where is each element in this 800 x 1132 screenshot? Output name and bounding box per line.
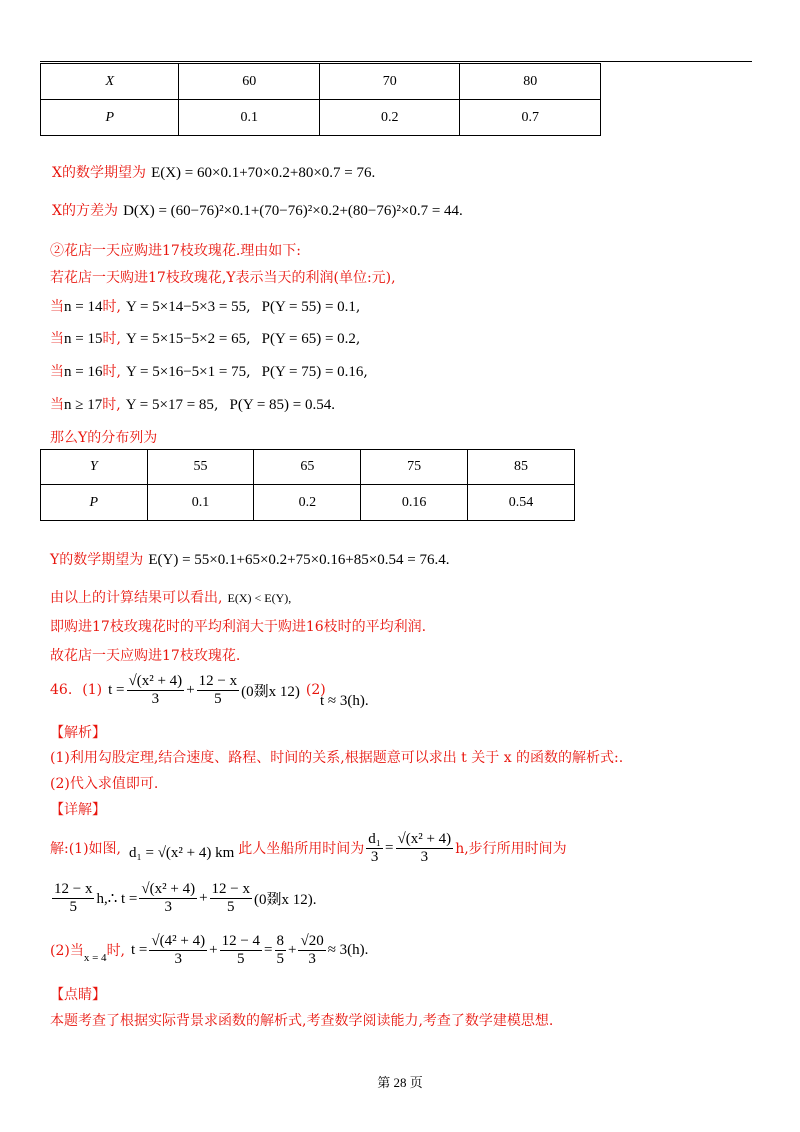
eight-fifths (275, 933, 287, 968)
distance-formula: d₁ = √(x² + 4) km (129, 844, 235, 861)
case-mid: 时, (102, 299, 121, 315)
numerator: √(x² + 4) (128, 672, 183, 689)
t-eq: t = (108, 681, 125, 698)
table-cell: Y (41, 450, 148, 485)
walk-time-fraction (52, 881, 94, 916)
case-condition: n ≥ 17 (64, 397, 103, 413)
sep: , (355, 331, 361, 347)
case-mid: 时, (102, 397, 121, 413)
part-label: (2) (305, 682, 326, 698)
distribution-heading: 那么Y的分布列为 (50, 430, 158, 446)
case-probability: P(Y = 75) = 0.16 (261, 364, 364, 380)
plus: + (288, 941, 297, 958)
case-line (50, 296, 360, 316)
numerator: 12 − x (198, 672, 238, 689)
distribution-table-y (40, 449, 575, 521)
case-line (50, 361, 368, 381)
profit-line: 即购进17枝玫瑰花时的平均利润大于购进16枝时的平均利润. (50, 619, 427, 635)
plus: + (199, 889, 208, 906)
sep: , (363, 364, 368, 380)
table-cell: 70 (319, 64, 460, 100)
distribution-table-x (40, 63, 601, 136)
table-cell: 0.1 (147, 485, 254, 521)
sep: , (246, 331, 251, 347)
table-cell: 0.16 (361, 485, 468, 521)
analysis-tag: 【解析】 (50, 725, 106, 741)
comment-tag: 【点睛】 (50, 987, 106, 1003)
table-cell: 75 (361, 450, 468, 485)
table-cell: P (41, 100, 179, 136)
case-profit: Y = 5×14−5×3 = 55 (126, 299, 247, 315)
ey-label: Y的数学期望为 (50, 552, 144, 568)
equals: = (385, 839, 394, 856)
table-cell: 0.2 (254, 485, 361, 521)
denominator: 5 (276, 950, 284, 967)
table-cell: 85 (468, 450, 575, 485)
q46-answer (50, 670, 326, 710)
table-cell: X (41, 64, 179, 100)
compare-text: 由以上的计算结果可以看出, (50, 590, 223, 606)
numerator: 12 − x (54, 880, 93, 897)
denominator: 3 (370, 848, 379, 865)
detail-text: (2)当 (50, 943, 84, 959)
top-rule (40, 61, 752, 62)
table-cell: 0.7 (460, 100, 601, 136)
detail-text: 此人坐船所用时间为 (238, 841, 365, 857)
domain: (0剟x 12) (241, 683, 300, 700)
detail-line-1 (50, 826, 567, 870)
detail-line-2 (50, 877, 317, 919)
case-mid: 时, (102, 331, 121, 347)
linear-fraction (210, 881, 252, 916)
denominator: 3 (151, 690, 160, 707)
numerator: √(x² + 4) (141, 880, 196, 897)
case-probability: P(Y = 65) = 0.2 (261, 331, 356, 347)
t-eq: t = (131, 941, 148, 958)
case-profit: Y = 5×15−5×2 = 65 (126, 331, 247, 347)
conclusion-line: 故花店一天应购进17枝玫瑰花. (50, 648, 241, 664)
domain: (0剟x 12). (254, 891, 317, 908)
dx-line (52, 200, 463, 220)
compare-formula: E(X) < E(Y), (227, 591, 292, 605)
sqrt-fraction (127, 673, 185, 708)
table-cell: 55 (147, 450, 254, 485)
denominator: 3 (174, 950, 182, 967)
linear-fraction (220, 933, 262, 968)
table-cell: 60 (179, 64, 320, 100)
denominator: 5 (237, 950, 245, 967)
plus: + (186, 681, 195, 698)
case-probability: P(Y = 85) = 0.54. (229, 397, 336, 413)
numerator: √20 (300, 932, 324, 949)
page-number: 第 28 页 (377, 1075, 423, 1090)
numerator: √(4² + 4) (151, 932, 206, 949)
analysis-2: (2)代入求值即可. (50, 776, 159, 792)
sqrt-fraction (149, 933, 207, 968)
table-cell: 0.1 (179, 100, 320, 136)
case-condition: n = 14 (64, 299, 103, 315)
answer-2: t ≈ 3(h). (320, 693, 369, 709)
comment-text: 本题考查了根据实际背景求函数的解析式,考查数学阅读能力,考查了数学建模思想. (50, 1013, 554, 1029)
sep: , (213, 397, 219, 413)
dx-label: X的方差为 (52, 203, 118, 219)
compare-line (50, 587, 291, 607)
table-cell: 0.2 (319, 100, 460, 136)
denominator: 3 (308, 950, 316, 967)
boat-time-sqrt (396, 831, 454, 866)
assumption-line: 若花店一天购进17枝玫瑰花,Y表示当天的利润(单位:元), (50, 270, 396, 286)
analysis-1: (1)利用勾股定理,结合速度、路程、时间的关系,根据题意可以求出 t 关于 x 的函数的解析式:. (50, 750, 624, 766)
case-line (50, 394, 335, 414)
numerator: d₁ (368, 830, 382, 847)
sep: , (355, 299, 361, 315)
numerator: 12 − 4 (221, 932, 261, 949)
boat-time-fraction (366, 831, 383, 866)
ex-line (52, 162, 375, 182)
table-cell: P (41, 485, 148, 521)
sqrt-fraction (139, 881, 197, 916)
sqrt20-fraction (298, 933, 325, 968)
detail-line-3 (50, 928, 368, 972)
numerator: 8 (276, 932, 284, 949)
reason-heading: ②花店一天应购进17枝玫瑰花.理由如下: (50, 243, 301, 259)
result: ≈ 3(h). (327, 941, 369, 958)
case-mid: 时, (102, 364, 121, 380)
case-prefix: 当 (50, 331, 64, 347)
part-label: (1) (82, 682, 103, 698)
denominator: 5 (69, 898, 77, 915)
plus: + (209, 941, 218, 958)
ey-line (50, 549, 449, 569)
table-cell: 0.54 (468, 485, 575, 521)
case-prefix: 当 (50, 364, 64, 380)
case-prefix: 当 (50, 299, 64, 315)
denominator: 3 (420, 848, 429, 865)
case-profit: Y = 5×16−5×1 = 75 (126, 364, 247, 380)
t-definition: h,∴ t = (96, 890, 138, 907)
detail-text: 时, (106, 943, 126, 959)
detail-text: 解:(1)如图, (50, 841, 121, 857)
question-number: 46. (50, 682, 73, 698)
denominator: 5 (214, 690, 222, 707)
numerator: 12 − x (211, 880, 251, 897)
sep: , (246, 364, 251, 380)
sep: , (246, 299, 251, 315)
ex-formula: E(X) = 60×0.1+70×0.2+80×0.7 = 76. (151, 165, 376, 181)
dx-formula: D(X) = (60−76)²×0.1+(70−76)²×0.2+(80−76)²×0.7 = 44. (123, 203, 463, 219)
denominator: 3 (164, 898, 172, 915)
detail-text: h,步行所用时间为 (455, 841, 567, 857)
case-prefix: 当 (50, 397, 64, 413)
equals: = (264, 941, 273, 958)
table-cell: 80 (460, 64, 601, 100)
ey-formula: E(Y) = 55×0.1+65×0.2+75×0.16+85×0.54 = 76.4. (148, 552, 450, 568)
case-probability: P(Y = 55) = 0.1 (261, 299, 356, 315)
linear-fraction (197, 673, 239, 708)
numerator: √(x² + 4) (397, 830, 452, 847)
case-line (50, 328, 360, 348)
condition: x = 4 (83, 952, 107, 964)
case-condition: n = 16 (64, 364, 103, 380)
table-cell: 65 (254, 450, 361, 485)
ex-label: X的数学期望为 (52, 165, 146, 181)
case-condition: n = 15 (64, 331, 103, 347)
denominator: 5 (227, 898, 235, 915)
detail-tag: 【详解】 (50, 802, 106, 818)
case-profit: Y = 5×17 = 85 (125, 397, 214, 413)
